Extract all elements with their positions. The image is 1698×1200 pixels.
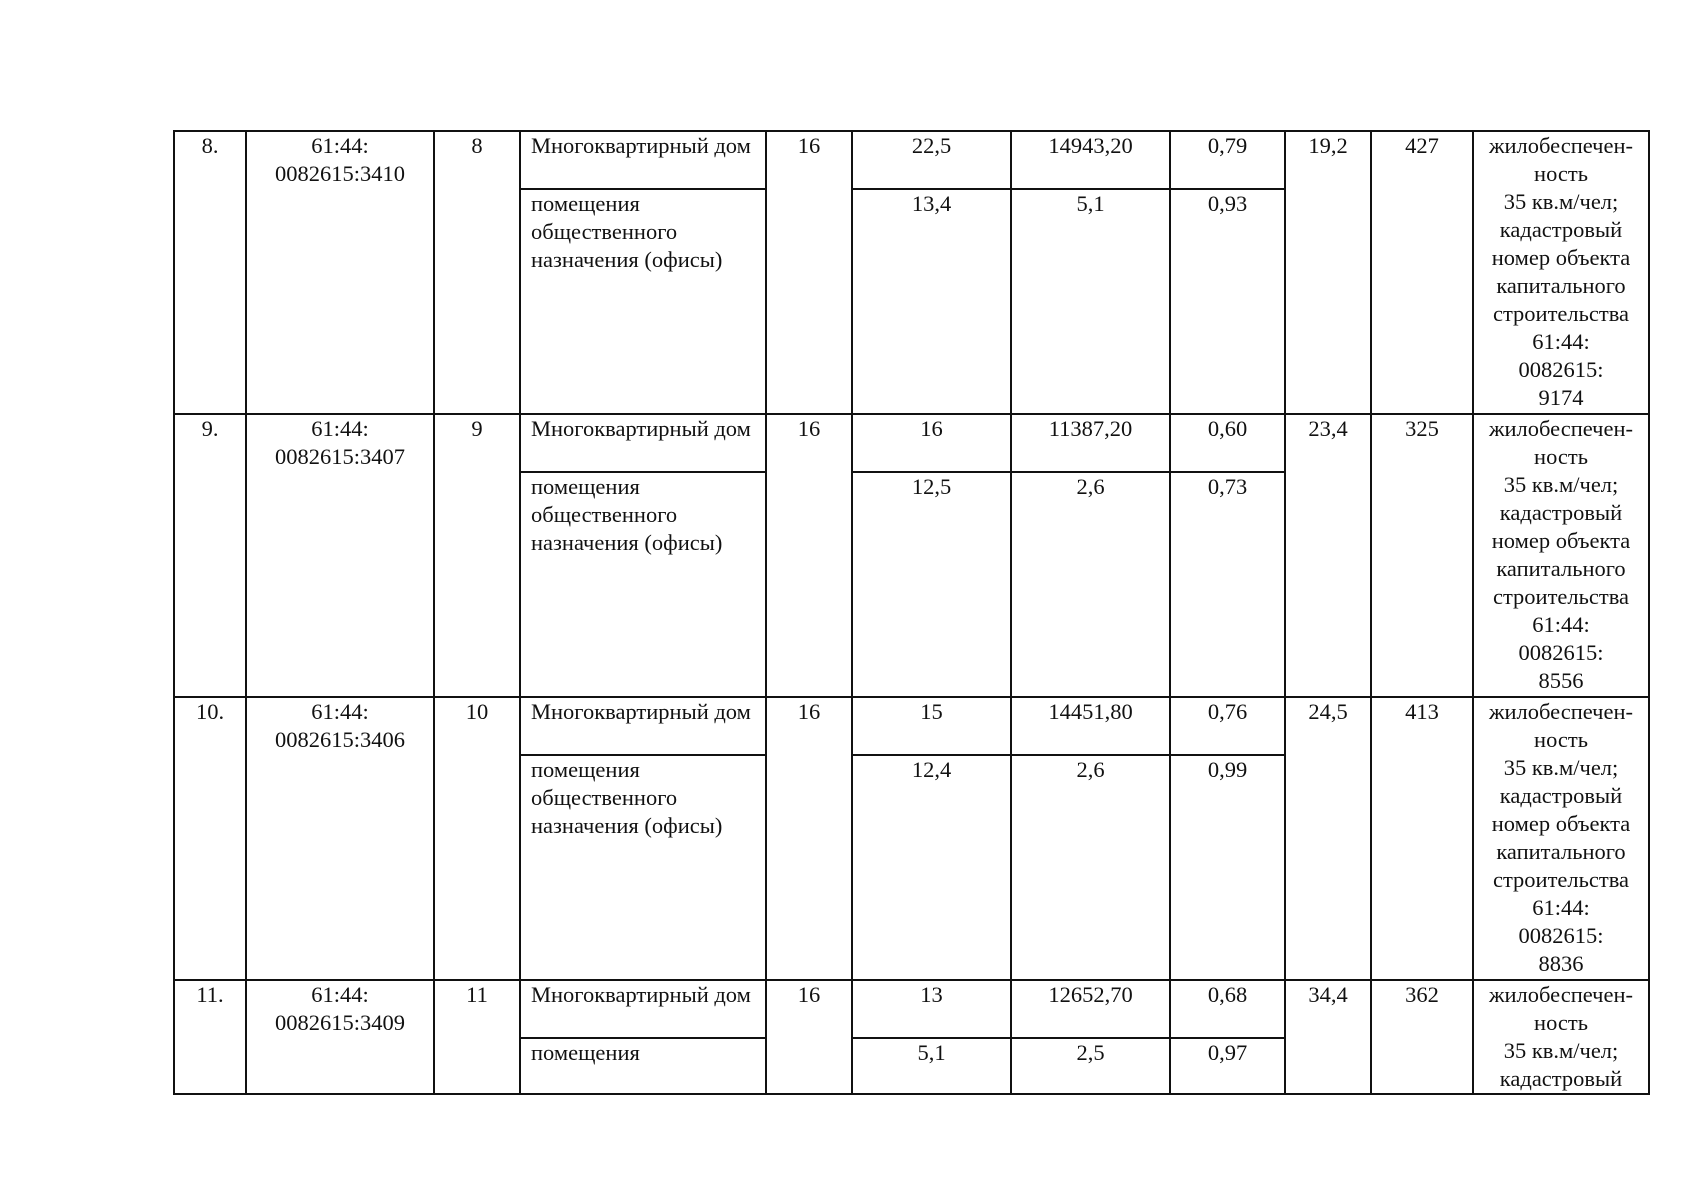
floors: 16 [766, 131, 852, 414]
value-1: 16 [852, 414, 1011, 472]
floors: 16 [766, 697, 852, 980]
value-5: 413 [1371, 697, 1473, 980]
value-1: 15 [852, 697, 1011, 755]
value-2: 11387,20 [1011, 414, 1170, 472]
value-3: 0,73 [1170, 472, 1285, 697]
object-subtype: помещения общественного назначения (офисы) [520, 755, 766, 980]
object-type: Многоквартирный дом [520, 414, 766, 472]
note-cell: жилобеспечен- ность 35 кв.м/чел; кадастровый номер объекта капитального строительства 61:44: 0082615: 9174 [1473, 131, 1649, 414]
row-number: 8. [174, 131, 246, 414]
table-row [174, 697, 1649, 755]
value-1: 5,1 [852, 1038, 1011, 1094]
row-number: 10. [174, 697, 246, 980]
value-4: 19,2 [1285, 131, 1371, 414]
value-3: 0,93 [1170, 189, 1285, 414]
note-cell: жилобеспечен- ность 35 кв.м/чел; кадастровый номер объекта капитального строительства 61:44: 0082615: 8836 [1473, 697, 1649, 980]
floors: 16 [766, 414, 852, 697]
value-1: 12,5 [852, 472, 1011, 697]
value-2: 2,6 [1011, 472, 1170, 697]
value-3: 0,68 [1170, 980, 1285, 1038]
row-number: 9. [174, 414, 246, 697]
value-3: 0,60 [1170, 414, 1285, 472]
floors: 16 [766, 980, 852, 1094]
plot-number: 11 [434, 980, 520, 1094]
cadastral-number: 61:44: 0082615:3406 [246, 697, 434, 980]
object-table [173, 130, 1650, 1095]
value-2: 14943,20 [1011, 131, 1170, 189]
value-1: 13,4 [852, 189, 1011, 414]
note-cell: жилобеспечен- ность 35 кв.м/чел; кадастровый [1473, 980, 1649, 1094]
value-5: 427 [1371, 131, 1473, 414]
row-number: 11. [174, 980, 246, 1094]
object-type: Многоквартирный дом [520, 697, 766, 755]
cadastral-number: 61:44: 0082615:3407 [246, 414, 434, 697]
value-3: 0,79 [1170, 131, 1285, 189]
value-5: 325 [1371, 414, 1473, 697]
value-4: 34,4 [1285, 980, 1371, 1094]
value-2: 2,6 [1011, 755, 1170, 980]
plot-number: 9 [434, 414, 520, 697]
value-2: 12652,70 [1011, 980, 1170, 1038]
object-subtype: помещения общественного назначения (офисы) [520, 472, 766, 697]
object-subtype: помещения [520, 1038, 766, 1094]
object-subtype: помещения общественного назначения (офисы) [520, 189, 766, 414]
value-4: 23,4 [1285, 414, 1371, 697]
value-2: 5,1 [1011, 189, 1170, 414]
cadastral-number: 61:44: 0082615:3409 [246, 980, 434, 1094]
value-3: 0,99 [1170, 755, 1285, 980]
value-2: 14451,80 [1011, 697, 1170, 755]
cadastral-number: 61:44: 0082615:3410 [246, 131, 434, 414]
plot-number: 10 [434, 697, 520, 980]
note-cell: жилобеспечен- ность 35 кв.м/чел; кадастровый номер объекта капитального строительства 61:44: 0082615: 8556 [1473, 414, 1649, 697]
value-3: 0,76 [1170, 697, 1285, 755]
value-5: 362 [1371, 980, 1473, 1094]
object-type: Многоквартирный дом [520, 980, 766, 1038]
table-row [174, 131, 1649, 189]
table-row [174, 980, 1649, 1038]
value-3: 0,97 [1170, 1038, 1285, 1094]
value-1: 12,4 [852, 755, 1011, 980]
table-row [174, 414, 1649, 472]
value-1: 13 [852, 980, 1011, 1038]
value-4: 24,5 [1285, 697, 1371, 980]
plot-number: 8 [434, 131, 520, 414]
object-type: Многоквартирный дом [520, 131, 766, 189]
value-2: 2,5 [1011, 1038, 1170, 1094]
value-1: 22,5 [852, 131, 1011, 189]
